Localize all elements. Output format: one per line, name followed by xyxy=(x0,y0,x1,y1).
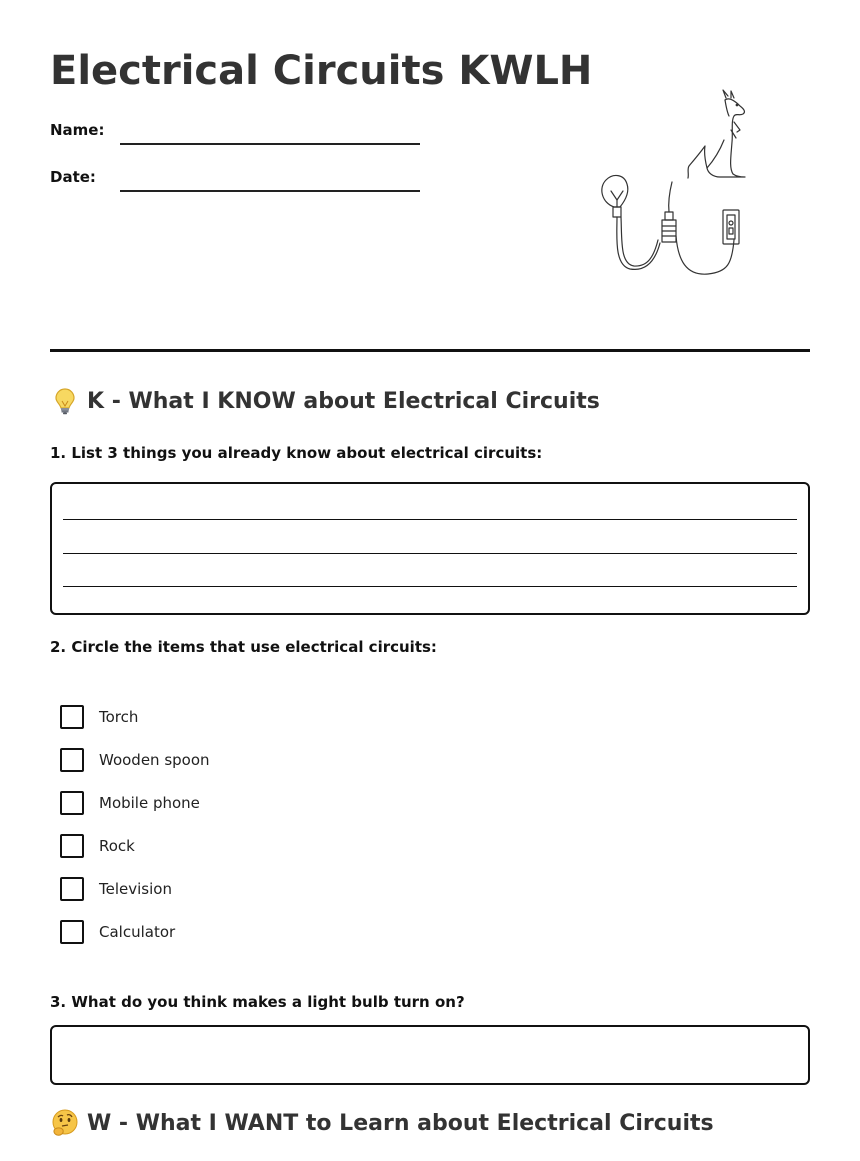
kangaroo-circuit-illustration xyxy=(590,60,760,285)
option-label: Mobile phone xyxy=(99,794,200,812)
checkbox[interactable] xyxy=(60,791,84,815)
option-mobile-phone[interactable] xyxy=(60,791,200,815)
name-label: Name: xyxy=(50,121,105,139)
question-1: 1. List 3 things you already know about electrical circuits: xyxy=(50,444,543,462)
checkbox[interactable] xyxy=(60,705,84,729)
checkbox[interactable] xyxy=(60,877,84,901)
answer-line xyxy=(63,586,797,587)
section-w-title: W - What I WANT to Learn about Electrical Circuits xyxy=(87,1110,714,1136)
section-k-heading xyxy=(50,386,600,416)
option-calculator[interactable] xyxy=(60,920,175,944)
name-field[interactable] xyxy=(120,143,420,145)
option-label: Torch xyxy=(99,708,139,726)
checkbox[interactable] xyxy=(60,748,84,772)
light-bulb-icon xyxy=(50,386,80,416)
option-label: Wooden spoon xyxy=(99,751,210,769)
answer-line xyxy=(63,519,797,520)
section-divider xyxy=(50,349,810,352)
answer-box-3[interactable] xyxy=(50,1025,810,1085)
date-label: Date: xyxy=(50,168,96,186)
option-television[interactable] xyxy=(60,877,172,901)
answer-box-1[interactable] xyxy=(50,482,810,615)
option-rock[interactable] xyxy=(60,834,135,858)
option-wooden-spoon[interactable] xyxy=(60,748,210,772)
checkbox[interactable] xyxy=(60,834,84,858)
section-k-title: K - What I KNOW about Electrical Circuits xyxy=(87,388,600,414)
question-2: 2. Circle the items that use electrical circuits: xyxy=(50,638,437,656)
option-label: Rock xyxy=(99,837,135,855)
page-title: Electrical Circuits KWLH xyxy=(50,48,593,94)
answer-line xyxy=(63,553,797,554)
option-label: Calculator xyxy=(99,923,176,941)
thinking-face-icon xyxy=(50,1108,80,1138)
checkbox[interactable] xyxy=(60,920,84,944)
section-w-heading xyxy=(50,1108,714,1138)
question-3: 3. What do you think makes a light bulb turn on? xyxy=(50,993,465,1011)
option-torch[interactable] xyxy=(60,705,138,729)
date-field[interactable] xyxy=(120,190,420,192)
option-label: Television xyxy=(99,880,172,898)
